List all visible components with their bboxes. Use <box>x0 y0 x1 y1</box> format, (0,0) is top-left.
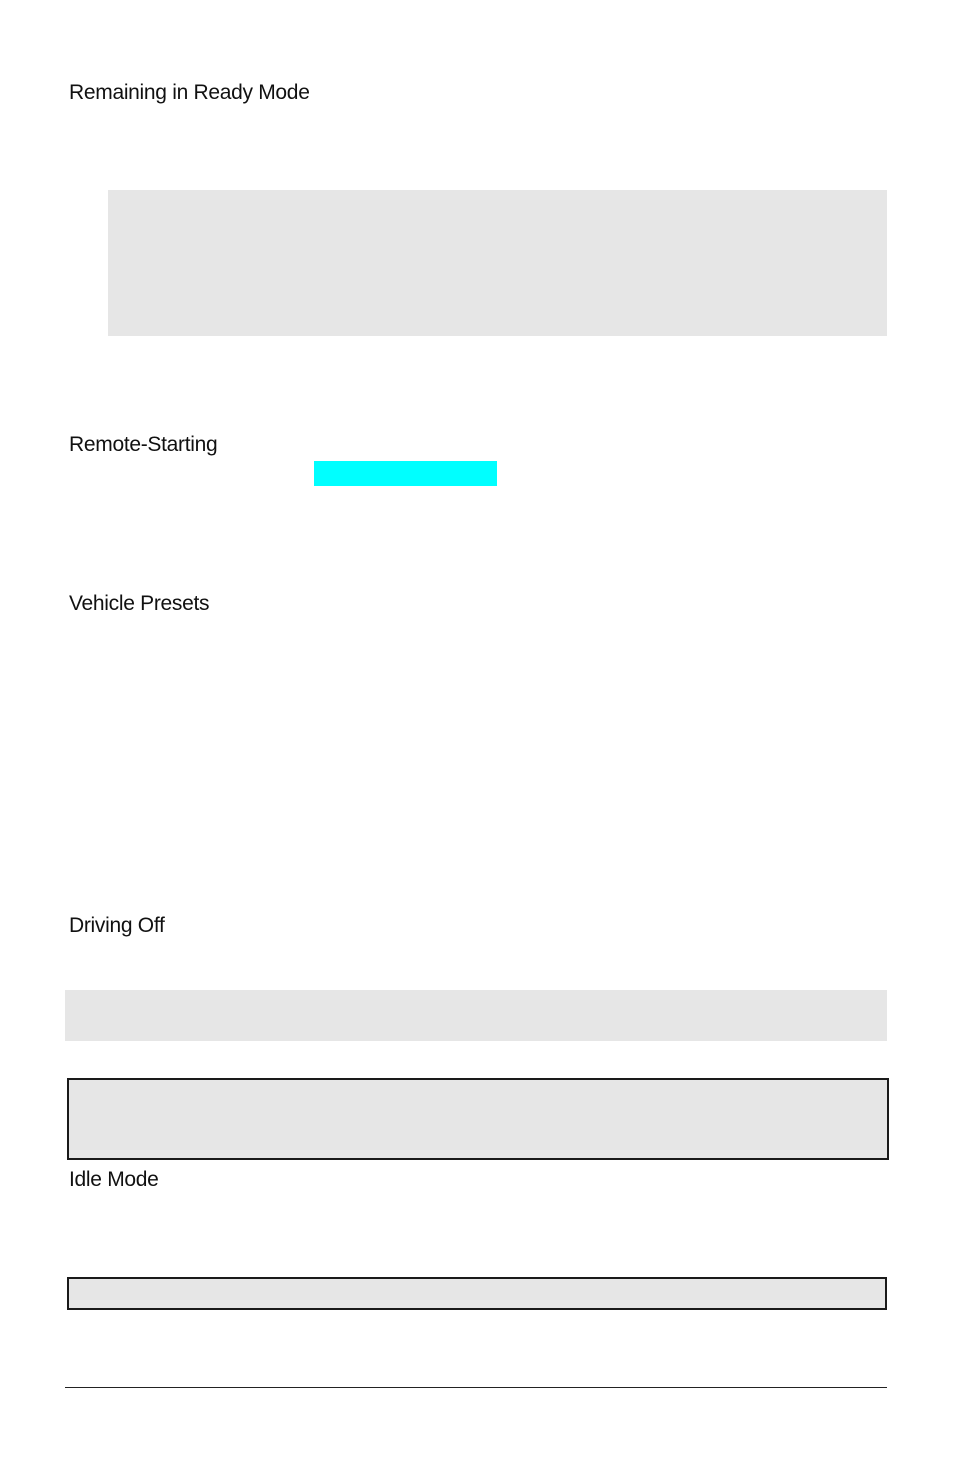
note-box-driving-off <box>65 990 887 1041</box>
footer-divider <box>65 1387 887 1388</box>
text-highlight-marker <box>314 461 497 486</box>
heading-vehicle-presets: Vehicle Presets <box>69 592 210 615</box>
warning-box-driving-off <box>67 1078 889 1160</box>
heading-remaining-in-ready-mode: Remaining in Ready Mode <box>69 81 310 104</box>
heading-remote-starting: Remote-Starting <box>69 433 218 456</box>
note-box-idle-mode <box>67 1277 887 1310</box>
heading-driving-off: Driving Off <box>69 914 165 937</box>
note-box-ready-mode <box>108 190 887 336</box>
heading-idle-mode: Idle Mode <box>69 1168 159 1191</box>
